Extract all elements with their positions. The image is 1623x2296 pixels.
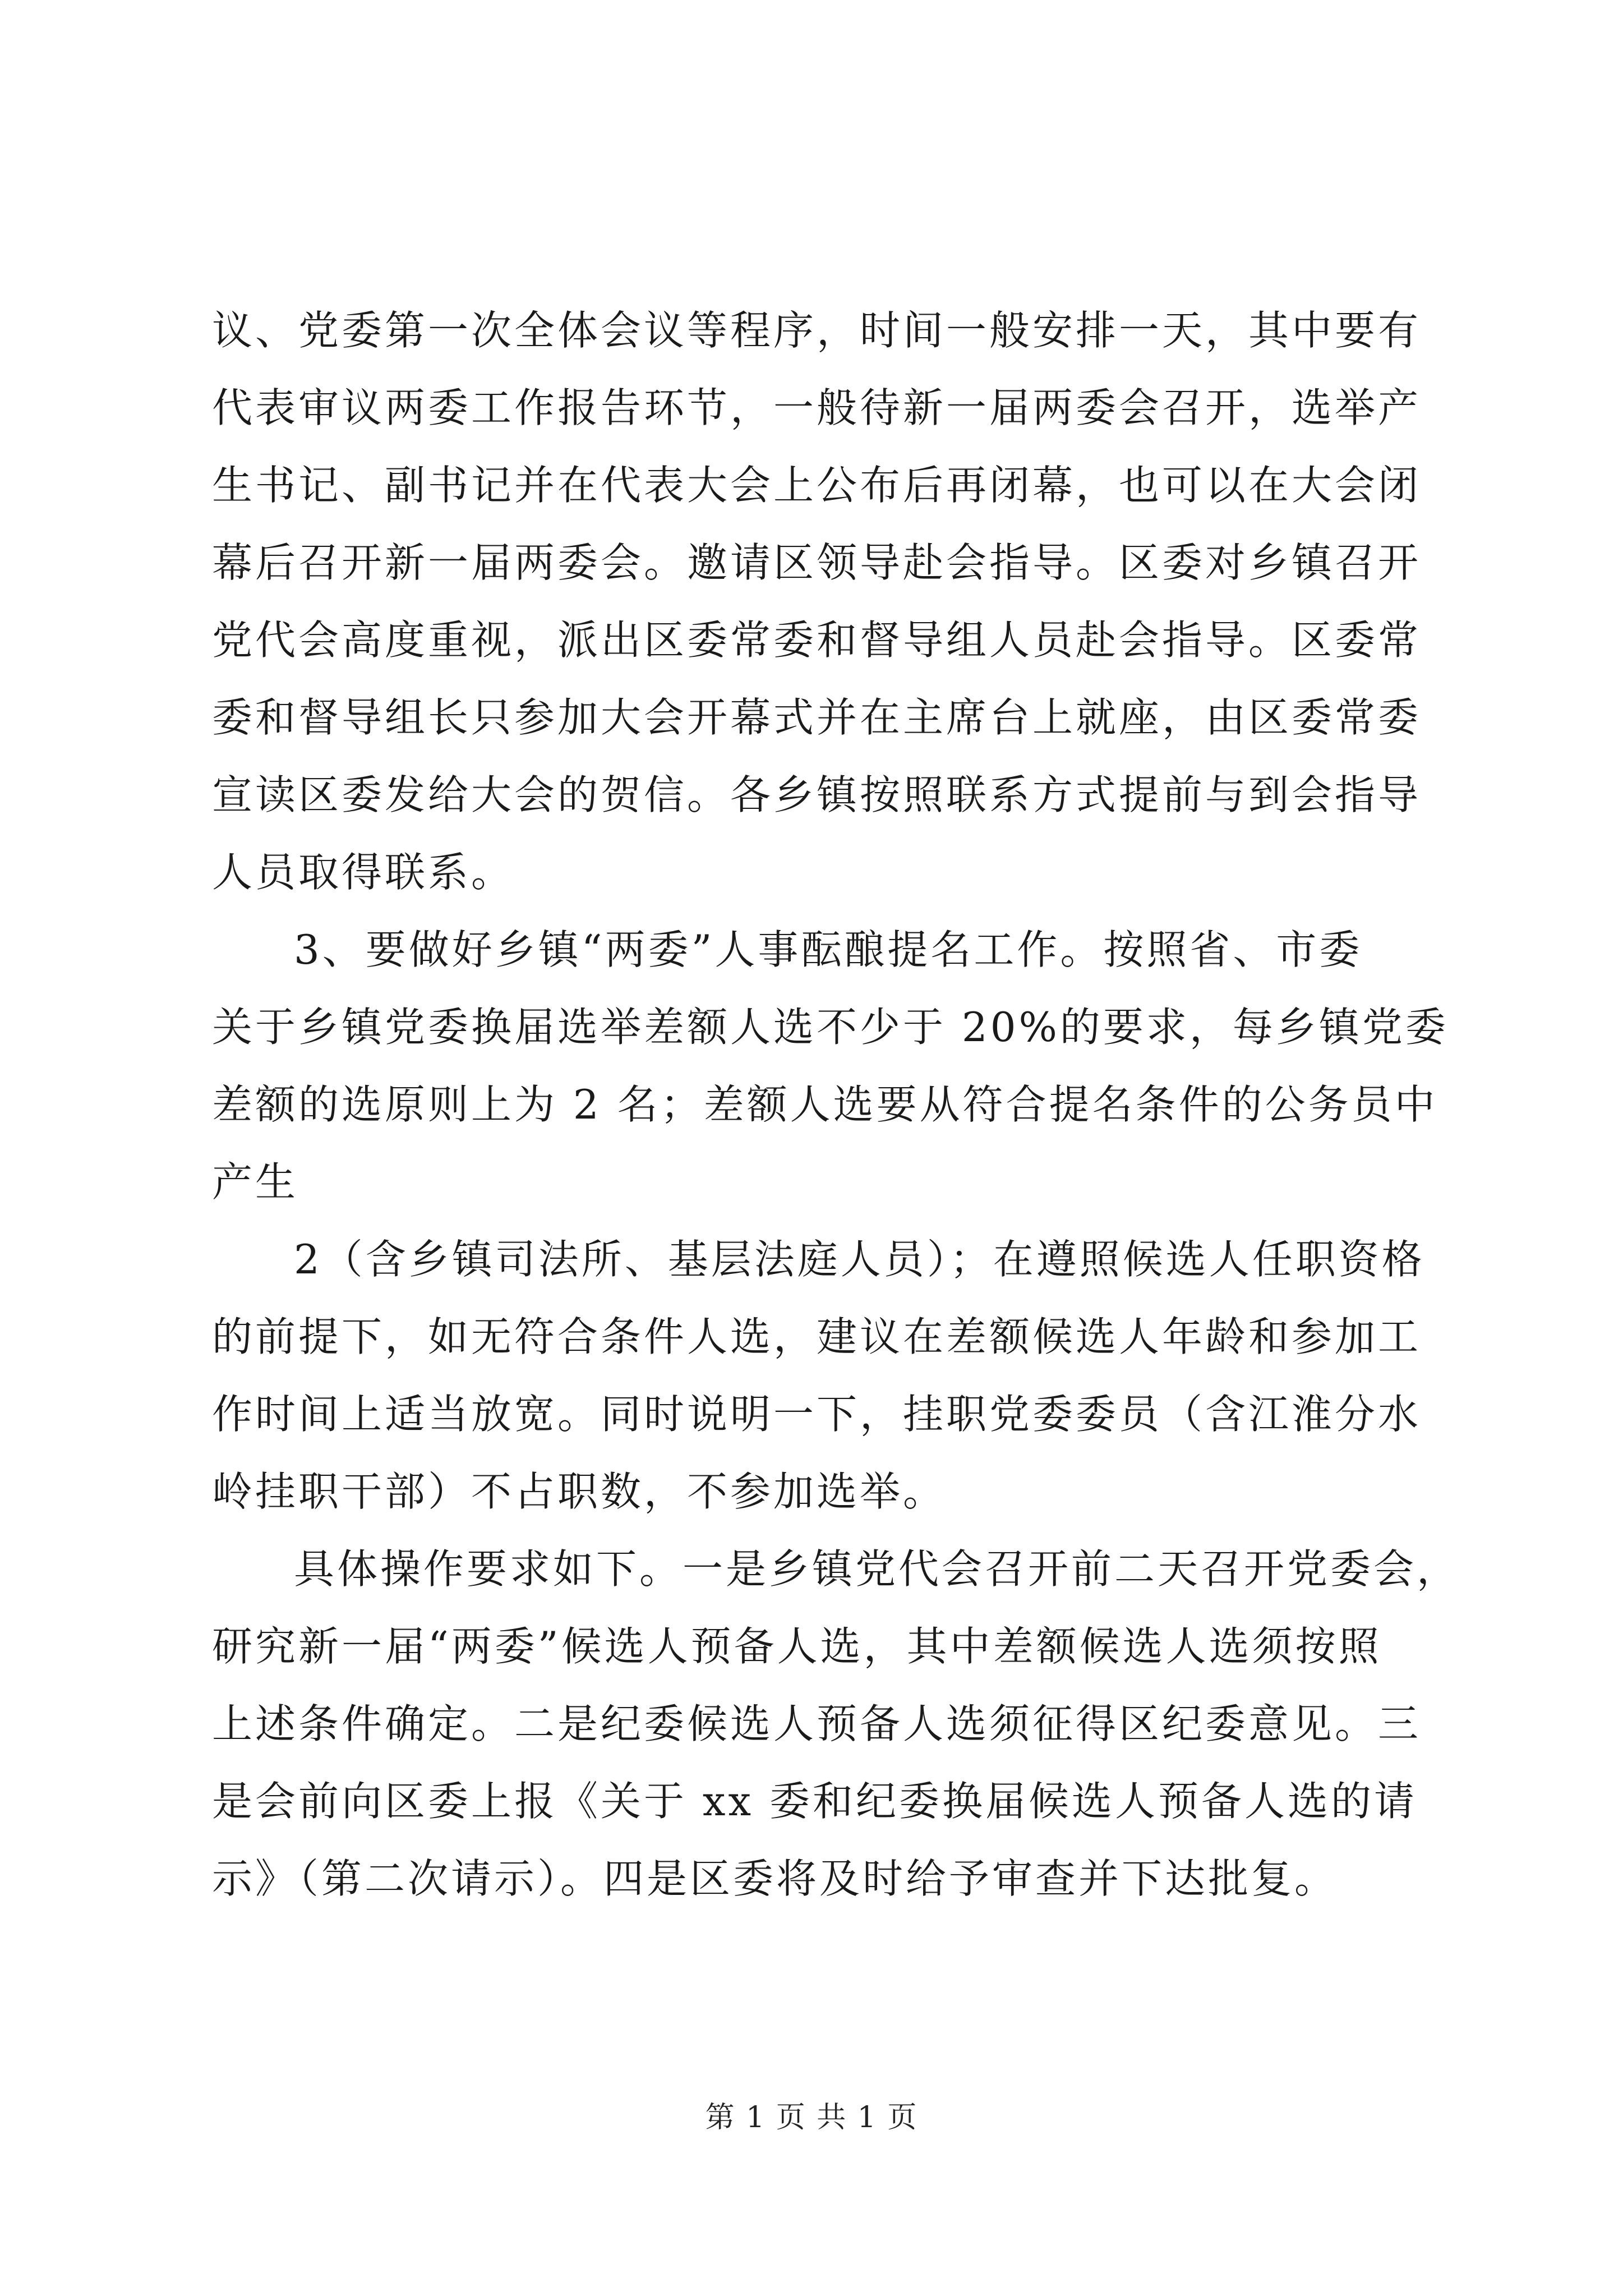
text-line: 作时间上适当放宽。同时说明一下，挂职党委委员（含江淮分水	[212, 1391, 1422, 1438]
text-line: 委和督导组长只参加大会开幕式并在主席台上就座，由区委常委	[212, 694, 1422, 741]
text-line: 党代会高度重视，派出区委常委和督导组人员赴会指导。区委常	[212, 616, 1422, 664]
text-line: 宣读区委发给大会的贺信。各乡镇按照联系方式提前与到会指导	[212, 771, 1422, 818]
text-line: 具体操作要求如下。一是乡镇党代会召开前二天召开党委会，	[294, 1545, 1460, 1593]
document-text	[212, 292, 1460, 1917]
text-line: 生书记、副书记并在代表大会上公布后再闭幕，也可以在大会闭	[212, 462, 1422, 509]
text-line: 2（含乡镇司法所、基层法庭人员）；在遵照候选人任职资格	[294, 1236, 1425, 1283]
text-line: 岭挂职干部）不占职数，不参加选举。	[212, 1468, 947, 1515]
text-line: 3、要做好乡镇“两委”人事酝酿提名工作。按照省、市委	[294, 926, 1363, 973]
text-line: 幕后召开新一届两委会。邀请区领导赴会指导。区委对乡镇召开	[212, 539, 1422, 586]
document-body	[212, 292, 1460, 1917]
text-line: 上述条件确定。二是纪委候选人预备人选须征得区纪委意见。三	[212, 1700, 1422, 1747]
text-line: 研究新一届“两委”候选人预备人选，其中差额候选人选须按照	[212, 1623, 1382, 1670]
text-line: 产生	[212, 1158, 299, 1205]
text-line: 差额的选原则上为 2 名；差额人选要从符合提名条件的公务员中	[212, 1081, 1438, 1128]
text-line: 人员取得联系。	[212, 849, 515, 896]
text-line: 议、党委第一次全体会议等程序，时间一般安排一天，其中要有	[212, 307, 1422, 354]
text-line: 是会前向区委上报《关于 xx 委和纪委换届候选人预备人选的请	[212, 1778, 1417, 1825]
text-line: 关于乡镇党委换届选举差额人选不少于 20%的要求，每乡镇党委	[212, 1004, 1449, 1051]
text-line: 的前提下，如无符合条件人选，建议在差额候选人年龄和参加工	[212, 1313, 1422, 1360]
text-line: 示》（第二次请示）。四是区委将及时给予审查并下达批复。	[212, 1855, 1338, 1902]
page-footer: 第 1 页 共 1 页	[705, 2101, 918, 2134]
text-line: 代表审议两委工作报告环节，一般待新一届两委会召开，选举产	[212, 384, 1422, 431]
